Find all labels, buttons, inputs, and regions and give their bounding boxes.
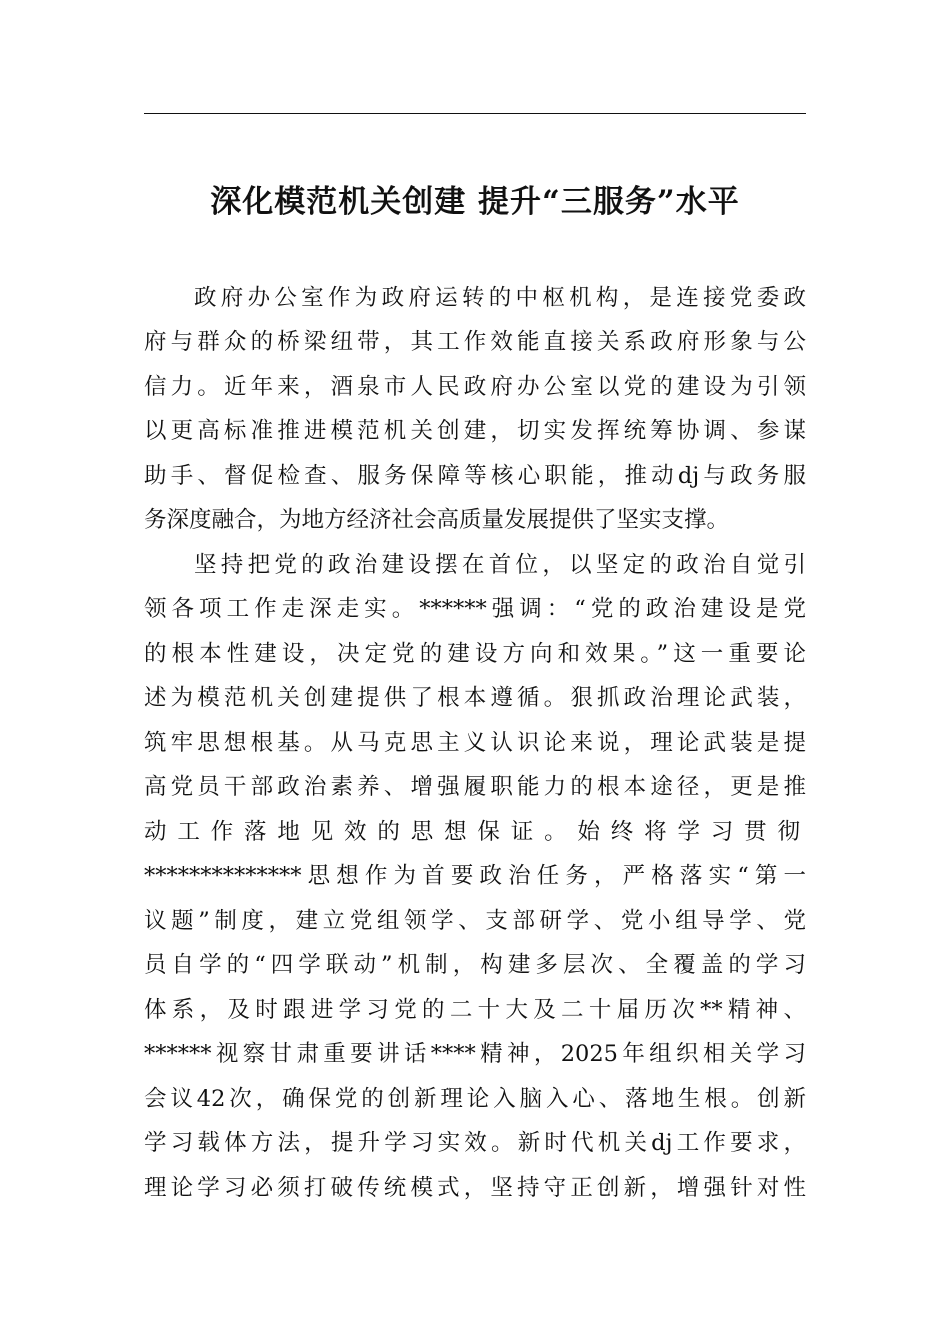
paragraph-line: 动工作落地见效的思想保证。始终将学习贯彻 bbox=[144, 819, 806, 845]
paragraph-line: 坚持把党的政治建设摆在首位，以坚定的政治自觉引 bbox=[194, 552, 806, 578]
paragraph-line: 述为模范机关创建提供了根本遵循。狠抓政治理论武装， bbox=[144, 685, 806, 711]
paragraph-line: 务深度融合，为地方经济社会高质量发展提供了坚实支撑。 bbox=[144, 507, 730, 533]
document-title: 深化模范机关创建 提升“三服务”水平 bbox=[210, 184, 740, 220]
paragraph-line: 会议42次，确保党的创新理论入脑入心、落地生根。创新 bbox=[144, 1086, 806, 1112]
paragraph-line: 理论学习必须打破传统模式，坚持守正创新，增强针对性 bbox=[144, 1175, 806, 1201]
paragraph-line: 政府办公室作为政府运转的中枢机构，是连接党委政 bbox=[194, 285, 806, 311]
paragraph-line: 信力。近年来，酒泉市人民政府办公室以党的建设为引领 bbox=[144, 374, 806, 400]
paragraph-line: ******视察甘肃重要讲话****精神，2025年组织相关学习 bbox=[144, 1041, 806, 1067]
paragraph-line: 的根本性建设，决定党的建设方向和效果。”这一重要论 bbox=[144, 641, 806, 667]
paragraph-line: 高党员干部政治素养、增强履职能力的根本途径，更是推 bbox=[144, 774, 806, 800]
paragraph-line: 以更高标准推进模范机关创建，切实发挥统筹协调、参谋 bbox=[144, 418, 806, 444]
paragraph-line: 学习载体方法，提升学习实效。新时代机关dj工作要求， bbox=[144, 1130, 806, 1156]
paragraph-line: 员自学的“四学联动”机制，构建多层次、全覆盖的学习 bbox=[144, 952, 806, 978]
paragraph-line: 议题”制度，建立党组领学、支部研学、党小组导学、党 bbox=[144, 908, 806, 934]
paragraph-line: 领各项工作走深走实。******强调：“党的政治建设是党 bbox=[144, 596, 806, 622]
paragraph-line: **************思想作为首要政治任务，严格落实“第一 bbox=[144, 863, 806, 889]
paragraph-line: 助手、督促检查、服务保障等核心职能，推动dj与政务服 bbox=[144, 463, 806, 489]
paragraph-line: 筑牢思想根基。从马克思主义认识论来说，理论武装是提 bbox=[144, 730, 806, 756]
paragraph-line: 府与群众的桥梁纽带，其工作效能直接关系政府形象与公 bbox=[144, 329, 806, 355]
header-rule bbox=[144, 113, 806, 114]
paragraph-line: 体系，及时跟进学习党的二十大及二十届历次**精神、 bbox=[144, 997, 806, 1023]
